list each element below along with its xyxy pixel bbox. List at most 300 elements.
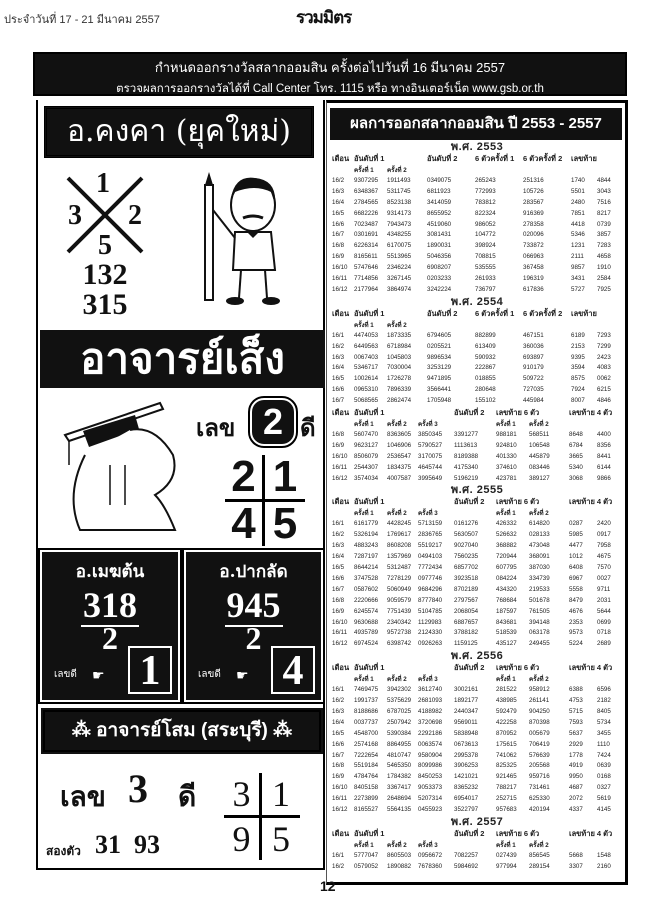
table-cell: 2480 xyxy=(571,198,585,206)
grid-cell: 2 xyxy=(225,455,265,502)
year-heading: พ.ศ. 2555 xyxy=(450,484,504,497)
table-cell: 5046356 xyxy=(427,253,452,261)
table-cell: 4083 xyxy=(597,364,611,372)
table-cell: 9307295 xyxy=(354,177,379,184)
table-cell: 0965310 xyxy=(354,386,379,394)
table-cell: 988181 xyxy=(496,431,517,439)
table-cell: 3307 xyxy=(569,862,583,870)
column-header: เลขท้าย xyxy=(571,154,597,163)
table-cell: 16/12 xyxy=(332,285,348,293)
table-cell: 2353 xyxy=(569,618,583,626)
table-cell: 0062 xyxy=(597,375,611,383)
table-cell: 2423 xyxy=(597,353,611,361)
table-cell: 4428245 xyxy=(387,520,412,528)
table-cell: 957683 xyxy=(496,805,517,813)
table-cell: 2031 xyxy=(597,596,611,604)
table-cell: 3747528 xyxy=(354,574,379,582)
table-row xyxy=(332,230,622,241)
table-cell: 5068565 xyxy=(354,397,379,405)
table-cell: 16/9 xyxy=(332,773,345,781)
table-cell: 2797567 xyxy=(454,596,479,604)
table-cell: 2182 xyxy=(597,697,611,705)
table-cell: 6596 xyxy=(597,686,611,694)
table-row xyxy=(332,805,622,816)
table-cell: 8575 xyxy=(571,375,585,383)
table-cell: 3788182 xyxy=(454,629,479,637)
table-cell: 2068054 xyxy=(454,607,479,615)
column-header xyxy=(418,662,454,674)
table-cell: 16/4 xyxy=(332,718,345,726)
table-cell: 027439 xyxy=(496,851,517,859)
table-cell: 251316 xyxy=(523,177,544,184)
table-cell: 822324 xyxy=(475,209,496,217)
column-header xyxy=(418,407,454,419)
table-cell: 0327 xyxy=(597,784,611,792)
table-cell: 1784382 xyxy=(387,773,412,781)
draw-subheader: ครั้งที่ 1 xyxy=(496,841,516,849)
table-cell: 576639 xyxy=(529,751,550,759)
table-cell: 6144 xyxy=(597,463,611,471)
table-cell: 374610 xyxy=(496,463,517,471)
mem-good-number: 1 xyxy=(128,646,172,694)
table-cell: 4676 xyxy=(569,607,583,615)
table-cell: 1159125 xyxy=(454,640,478,648)
table-row xyxy=(332,519,622,530)
table-cell: 6908207 xyxy=(427,264,452,272)
table-cell: 7958 xyxy=(597,542,611,550)
table-cell: 8479 xyxy=(569,596,583,604)
table-cell: 16/3 xyxy=(332,353,345,361)
table-cell: 8217 xyxy=(597,209,611,217)
table-cell: 9684296 xyxy=(418,585,443,593)
table-cell: 4007587 xyxy=(387,474,412,482)
draw-subheader: ครั้งที่ 2 xyxy=(529,421,549,429)
table-cell: 7924 xyxy=(571,386,585,394)
table-cell: 7469475 xyxy=(354,686,379,694)
seng-title: อาจารย์เส็ง xyxy=(40,330,325,388)
table-cell: 4919 xyxy=(569,762,583,770)
table-cell: 8405 xyxy=(597,707,611,715)
table-cell: 7714856 xyxy=(354,275,379,283)
column-header xyxy=(529,828,569,840)
table-cell: 8188686 xyxy=(354,707,379,715)
table-cell: 5346 xyxy=(571,231,585,239)
draw-subheader: ครั้งที่ 2 xyxy=(529,841,549,849)
table-cell: 2220666 xyxy=(354,596,379,604)
column-header xyxy=(597,662,622,674)
table-cell: 617836 xyxy=(523,285,544,293)
table-cell: 3170075 xyxy=(418,452,443,460)
seng-lek-label: เลข xyxy=(196,415,236,442)
table-cell: 16/5 xyxy=(332,729,345,737)
column-header: เลขท้าย 4 ตัว xyxy=(569,663,613,673)
column-header: เดือน xyxy=(332,663,350,673)
table-subheader xyxy=(332,508,622,519)
table-cell: 3594 xyxy=(571,364,585,372)
table-cell: 4846 xyxy=(597,397,611,405)
table-cell: 6954017 xyxy=(454,795,479,803)
table-cell: 3665 xyxy=(569,452,583,460)
som-title: ⁂ อาจารย์โสม (สระบุรี) ⁂ xyxy=(43,710,321,752)
table-row xyxy=(332,696,622,707)
column-header: เดือน xyxy=(332,154,350,163)
table-cell: 16/2 xyxy=(332,531,345,539)
table-cell: 9623127 xyxy=(354,441,379,449)
table-cell: 8007 xyxy=(571,397,585,405)
table-cell: 16/3 xyxy=(332,542,345,550)
table-cell: 5637 xyxy=(569,729,583,737)
grid-cell: 3 xyxy=(224,773,262,818)
table-row xyxy=(332,441,622,452)
table-cell: 727035 xyxy=(523,386,544,394)
table-cell: 155102 xyxy=(475,397,496,405)
table-cell: 4474053 xyxy=(354,331,379,339)
table-cell: 16/8 xyxy=(332,431,345,439)
table-cell: 0205521 xyxy=(427,342,452,350)
table-cell: 856545 xyxy=(529,851,550,859)
table-row xyxy=(332,385,622,396)
table-cell: 368882 xyxy=(496,542,517,550)
column-header: อันดับที่ 1 xyxy=(354,828,385,838)
table-cell: 334739 xyxy=(529,574,550,582)
table-cell: 3431 xyxy=(571,275,585,283)
table-cell: 8777840 xyxy=(418,596,443,604)
table-row xyxy=(332,574,622,585)
table-cell: 426332 xyxy=(496,520,517,528)
draw-subheader xyxy=(571,165,597,176)
column-header: เลขท้าย 4 ตัว xyxy=(569,408,613,418)
column-header xyxy=(418,828,454,840)
table-cell: 7283 xyxy=(597,242,611,250)
table-cell: 5501 xyxy=(571,187,585,195)
table-cell: 0027 xyxy=(597,574,611,582)
table-cell: 7570 xyxy=(597,564,611,572)
table-cell: 196319 xyxy=(523,275,544,283)
table-cell: 9314173 xyxy=(387,209,412,217)
seng-dee-label: ดี xyxy=(300,415,316,442)
draw-subheader xyxy=(523,165,571,176)
table-row xyxy=(332,474,622,485)
table-cell: 6161779 xyxy=(354,520,379,528)
table-cell: 1421021 xyxy=(454,773,479,781)
table-row xyxy=(332,851,622,862)
table-cell: 772993 xyxy=(475,187,496,195)
table-cell: 219533 xyxy=(529,585,550,593)
grid-cell: 9 xyxy=(224,818,262,860)
table-cell: 467151 xyxy=(523,331,544,339)
column-header: เลขท้าย 6 ตัว xyxy=(496,497,540,507)
table-cell: 6245574 xyxy=(354,607,379,615)
table-cell: 2160 xyxy=(597,862,611,870)
table-cell: 5104785 xyxy=(418,607,443,615)
table-cell: 8363605 xyxy=(387,431,412,439)
table-cell: 706419 xyxy=(529,740,550,748)
table-cell: 2584 xyxy=(597,275,611,283)
table-cell: 16/2 xyxy=(332,342,345,350)
mem-sub-number: 2 xyxy=(102,620,118,656)
table-row xyxy=(332,187,622,198)
draw-subheader xyxy=(523,320,571,331)
table-cell: 0587602 xyxy=(354,585,379,593)
table-cell: 2420 xyxy=(597,520,611,528)
table-cell: 16/8 xyxy=(332,596,345,604)
table-cell: 708815 xyxy=(475,253,496,261)
draw-subheader: ครั้งที่ 1 xyxy=(354,167,374,174)
table-cell: 360036 xyxy=(523,342,544,350)
table-cell: 0579052 xyxy=(354,862,379,870)
table-cell: 733872 xyxy=(523,242,544,250)
table-cell: 4675 xyxy=(597,553,611,561)
table-cell: 3414059 xyxy=(427,198,452,206)
draw-subheader: ครั้งที่ 2 xyxy=(529,510,549,518)
column-header: เดือน xyxy=(332,408,350,418)
table-cell: 7943473 xyxy=(387,220,412,228)
draw-subheader: ครั้งที่ 2 xyxy=(387,841,407,849)
table-cell: 4658 xyxy=(597,253,611,261)
draw-subheader xyxy=(332,674,354,685)
table-cell: 16/1 xyxy=(332,520,345,528)
table-cell: 8864955 xyxy=(387,740,412,748)
table-cell: 084224 xyxy=(496,574,517,582)
table-cell: 3367417 xyxy=(387,784,412,792)
draw-subheader: ครั้งที่ 3 xyxy=(418,510,438,518)
column-header xyxy=(597,308,622,320)
table-cell: 175615 xyxy=(496,740,517,748)
som-lek-label: เลข xyxy=(60,780,106,813)
draw-subheader xyxy=(569,508,597,519)
column-header: 6 ตัวครั้งที่ 1 xyxy=(475,154,515,163)
table-cell: 16/6 xyxy=(332,574,345,582)
table-cell: 825325 xyxy=(496,762,517,770)
table-cell: 6974524 xyxy=(354,640,379,648)
table-cell: 252715 xyxy=(496,795,517,803)
table-cell: 5747646 xyxy=(354,264,379,272)
table-cell: 16/3 xyxy=(332,707,345,715)
table-cell: 106548 xyxy=(529,441,550,449)
table-cell: 16/10 xyxy=(332,618,348,626)
table-cell: 8644214 xyxy=(354,564,379,572)
table-row xyxy=(332,596,622,607)
table-cell: 1012 xyxy=(569,553,583,561)
table-cell: 5196219 xyxy=(454,474,479,482)
column-header: เลขท้าย xyxy=(571,308,597,318)
table-cell: 870952 xyxy=(496,729,517,737)
som-dee-label: ดี xyxy=(178,781,197,812)
table-cell: 1002614 xyxy=(354,375,379,383)
table-subheader xyxy=(332,419,622,430)
table-cell: 5311745 xyxy=(387,187,411,195)
table-cell: 526632 xyxy=(496,531,517,539)
table-cell: 5558 xyxy=(569,585,583,593)
table-row xyxy=(332,209,622,220)
table-cell: 4188982 xyxy=(418,707,443,715)
table-cell: 921465 xyxy=(496,773,517,781)
pak-good-label: เลขดี xyxy=(198,669,221,680)
table-cell: 5312487 xyxy=(387,564,412,572)
table-cell: 0739 xyxy=(597,220,611,228)
table-cell: 4548700 xyxy=(354,729,379,737)
table-cell: 9896534 xyxy=(427,353,452,361)
table-cell: 5207314 xyxy=(418,795,443,803)
table-cell: 2574168 xyxy=(354,740,379,748)
table-cell: 435127 xyxy=(496,640,517,648)
two-digit-numbers: 31 93 xyxy=(95,830,160,859)
table-cell: 4810747 xyxy=(387,751,412,759)
table-cell: 6784 xyxy=(569,441,583,449)
table-cell: 3942302 xyxy=(387,686,412,694)
year-heading: พ.ศ. 2557 xyxy=(450,815,504,828)
table-cell: 066963 xyxy=(523,253,544,261)
table-cell: 6794605 xyxy=(427,331,452,339)
table-cell: 6170075 xyxy=(387,242,412,250)
table-cell: 5224 xyxy=(569,640,583,648)
table-cell: 16/7 xyxy=(332,751,345,759)
table-cell: 16/1 xyxy=(332,686,345,694)
grid-cell: 1 xyxy=(262,773,300,818)
table-cell: 2995378 xyxy=(454,751,479,759)
table-cell: 8356 xyxy=(597,441,611,449)
table-cell: 5727 xyxy=(571,285,585,293)
column-header: อันดับที่ 2 xyxy=(427,154,458,163)
draw-subheader xyxy=(569,419,597,430)
table-cell: 367458 xyxy=(523,264,544,272)
table-cell: 16/5 xyxy=(332,564,345,572)
column-header: เลขท้าย 6 ตัว xyxy=(496,408,540,418)
table-cell: 3995649 xyxy=(418,474,443,482)
table-cell: 16/6 xyxy=(332,740,345,748)
table-row xyxy=(332,862,622,873)
table-cell: 986052 xyxy=(475,220,496,228)
table-cell: 9053373 xyxy=(418,784,443,792)
table-header xyxy=(332,308,622,320)
table-cell: 1740 xyxy=(571,177,585,184)
table-cell: 916369 xyxy=(523,209,544,217)
table-cell: 1726278 xyxy=(387,375,412,383)
table-row xyxy=(332,585,622,596)
draw-subheader xyxy=(454,840,496,851)
table-cell: 3923518 xyxy=(454,574,479,582)
table-cell: 394148 xyxy=(529,618,550,626)
table-cell: 3267145 xyxy=(387,275,412,283)
table-cell: 083446 xyxy=(529,463,550,471)
table-cell: 16/4 xyxy=(332,198,345,206)
column-header: 6 ตัวครั้งที่ 1 xyxy=(475,308,515,318)
table-cell: 924810 xyxy=(496,441,517,449)
column-header: อันดับที่ 2 xyxy=(454,497,485,507)
draw-subheader xyxy=(332,320,354,331)
column-header: เลขท้าย 4 ตัว xyxy=(569,497,613,507)
table-cell: 1910 xyxy=(597,264,611,272)
table-cell: 1769617 xyxy=(387,531,412,539)
year-heading: พ.ศ. 2556 xyxy=(450,650,504,663)
table-header xyxy=(332,662,622,674)
table-cell: 280648 xyxy=(475,386,496,394)
table-header xyxy=(332,407,622,419)
table-cell: 16/10 xyxy=(332,784,348,792)
table-cell: 5668 xyxy=(569,851,583,859)
table-cell: 3850345 xyxy=(418,431,443,439)
draw-subheader xyxy=(475,165,523,176)
table-cell: 4753 xyxy=(569,697,583,705)
column-header: 6 ตัวครั้งที่ 2 xyxy=(523,154,563,163)
table-cell: 387030 xyxy=(529,564,550,572)
seng-number-grid xyxy=(225,452,305,548)
pointing-hand-icon: ☛ xyxy=(236,667,249,683)
table-cell: 7082257 xyxy=(454,851,479,859)
table-row xyxy=(332,198,622,209)
table-cell: 8189388 xyxy=(454,452,479,460)
table-cell: 9027040 xyxy=(454,542,479,550)
table-row xyxy=(332,772,622,783)
table-cell: 0203233 xyxy=(427,275,452,283)
table-row xyxy=(332,607,622,618)
table-cell: 1911493 xyxy=(387,177,411,184)
table-row xyxy=(332,794,622,805)
draw-subheader: ครั้งที่ 2 xyxy=(387,510,407,518)
table-row xyxy=(332,342,622,353)
table-header xyxy=(332,828,622,840)
table-cell: 4519060 xyxy=(427,220,452,228)
column-header: เดือน xyxy=(332,828,350,838)
table-cell: 9572738 xyxy=(387,629,412,637)
table-cell: 16/9 xyxy=(332,607,345,615)
table-cell: 1834375 xyxy=(387,463,412,471)
table-row xyxy=(332,463,622,474)
table-cell: 7851 xyxy=(571,209,585,217)
table-cell: 4418 xyxy=(571,220,585,228)
table-cell: 1873335 xyxy=(387,331,412,339)
column-header xyxy=(387,496,418,508)
column-header: อันดับที่ 2 xyxy=(454,828,485,838)
table-cell: 8608208 xyxy=(387,542,412,550)
table-cell: 4337 xyxy=(569,805,583,813)
table-subheader xyxy=(332,674,622,685)
table-cell: 6718984 xyxy=(387,342,412,350)
table-row xyxy=(332,552,622,563)
table-cell: 1991737 xyxy=(354,697,379,705)
draw-subheader xyxy=(454,419,496,430)
table-cell: 7222654 xyxy=(354,751,379,759)
table-cell: 7678360 xyxy=(418,862,443,870)
table-cell: 16/6 xyxy=(332,220,345,228)
draw-subheader: ครั้งที่ 1 xyxy=(354,321,374,329)
table-cell: 0168 xyxy=(597,773,611,781)
table-cell: 1045803 xyxy=(387,353,412,361)
table-cell: 7030004 xyxy=(387,364,412,372)
column-header xyxy=(387,407,418,419)
table-cell: 5734 xyxy=(597,718,611,726)
column-header: อันดับที่ 2 xyxy=(454,408,485,418)
column-header xyxy=(597,407,622,419)
table-cell: 3002161 xyxy=(454,686,479,694)
table-cell: 9857 xyxy=(571,264,585,272)
table-cell: 0494103 xyxy=(418,553,443,561)
draw-subheader: ครั้งที่ 1 xyxy=(354,510,374,518)
table-cell: 904250 xyxy=(529,707,550,715)
table-row xyxy=(332,783,622,794)
column-header: เลขท้าย 6 ตัว xyxy=(496,663,540,673)
table-cell: 2536547 xyxy=(387,452,412,460)
column-header xyxy=(597,828,622,840)
table-cell: 8165527 xyxy=(354,805,379,813)
draw-subheader xyxy=(597,419,622,430)
table-cell: 7896339 xyxy=(387,386,412,394)
column-header: 6 ตัวครั้งที่ 2 xyxy=(523,308,563,318)
table-cell: 16/7 xyxy=(332,397,345,405)
table-cell: 16/8 xyxy=(332,762,345,770)
column-header: อันดับที่ 1 xyxy=(354,408,385,418)
draw-subheader: ครั้งที่ 2 xyxy=(387,321,407,329)
